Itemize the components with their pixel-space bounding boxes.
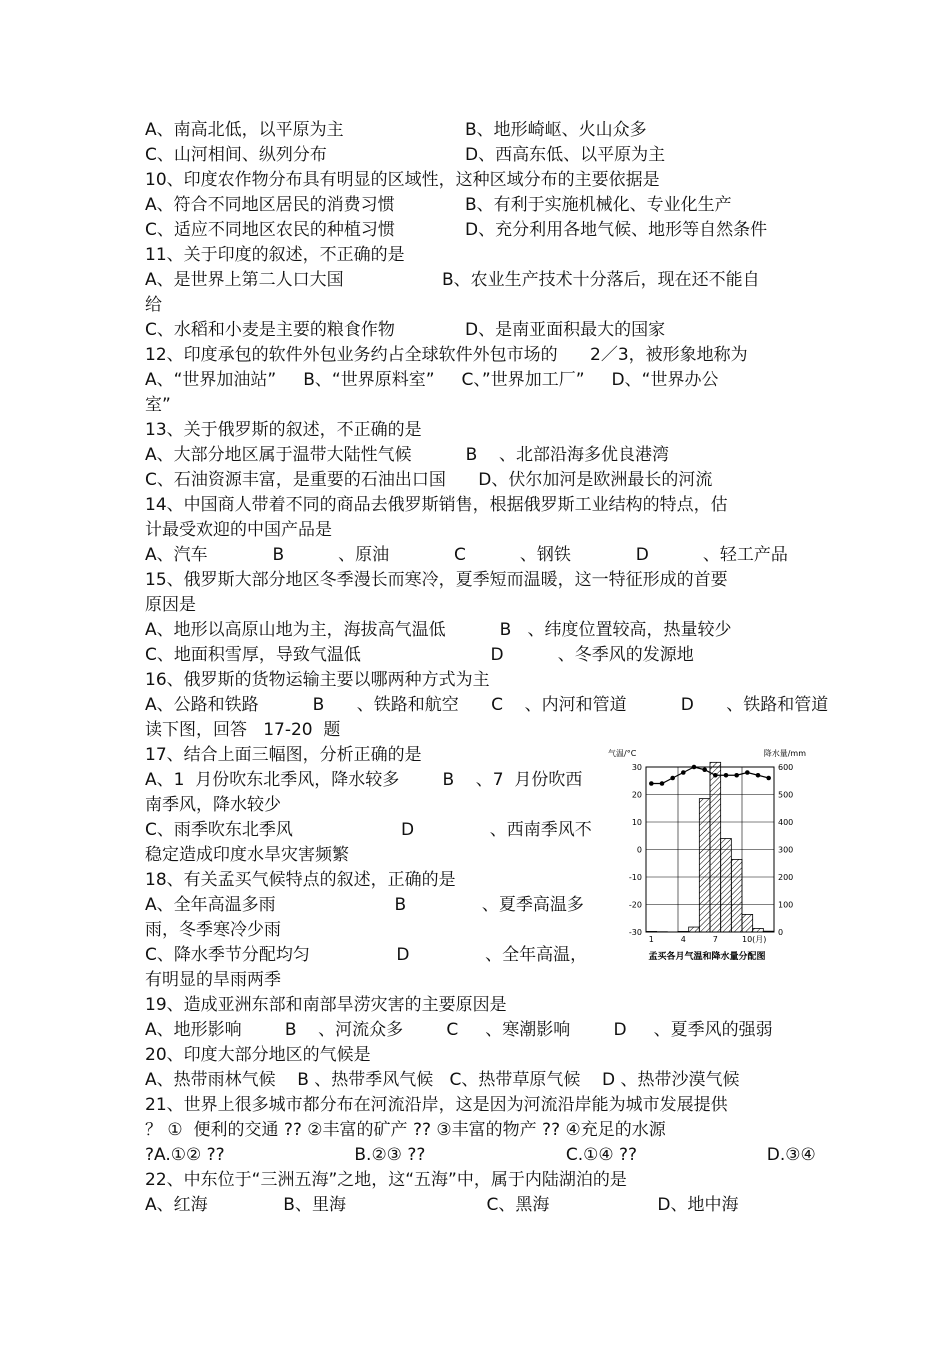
q18-line1: A、全年高温多雨 B 、夏季高温多 [145, 895, 584, 915]
x-tick-label: 1 [648, 935, 654, 944]
q10-stem: 10、印度农作物分布具有明显的区域性，这种区域分布的主要依据是 [145, 170, 660, 190]
temperature-point [649, 781, 654, 786]
q15-options-line2: C、地面积雪厚，导致气温低 D 、冬季风的发源地 [145, 645, 694, 665]
right-tick-label: 400 [778, 818, 794, 827]
q13-stem: 13、关于俄罗斯的叙述，不正确的是 [145, 420, 422, 440]
q22-stem: 22、中东位于“三洲五海”之地，这“五海”中，属于内陆湖泊的是 [145, 1170, 627, 1190]
temperature-point [692, 765, 697, 770]
left-tick-label: -20 [628, 900, 642, 910]
q10-option-d: D、充分利用各地气候、地形等自然条件 [465, 220, 768, 240]
chart-title: 孟买各月气温和降水量分配图 [648, 952, 766, 962]
q13-options-line2: C、石油资源丰富，是重要的石油出口国 D、伏尔加河是欧洲最长的河流 [145, 470, 713, 490]
q18-line4: 有明显的旱雨两季 [145, 970, 281, 990]
x-tick-label: 7 [712, 935, 718, 944]
precipitation-bar [731, 859, 742, 932]
temperature-point [702, 767, 707, 772]
q9-option-c: C、山河相间、纵列分布 [145, 145, 327, 165]
q21-options: ?A.①② ?? B.②③ ?? C.①④ ?? D.③④ [145, 1145, 816, 1165]
y-right-label: 降水量/mm [763, 749, 806, 758]
q16-options: A、公路和铁路 B 、铁路和航空 C 、内河和管道 D 、铁路和管道 [145, 695, 829, 715]
q11-option-b-cont: 给 [145, 295, 162, 315]
q9-option-a: A、南高北低，以平原为主 [145, 120, 344, 140]
q14-stem-cont: 计最受欢迎的中国产品是 [145, 520, 332, 540]
left-tick-label: 30 [631, 763, 642, 772]
right-tick-label: 100 [778, 900, 794, 910]
q20-stem: 20、印度大部分地区的气候是 [145, 1045, 371, 1065]
y-left-label: 气温/°C [608, 749, 637, 758]
q11-option-a: A、是世界上第二人口大国 [145, 270, 344, 290]
q20-options: A、热带雨林气候 B 、热带季风气候 C、热带草原气候 D 、热带沙漠气候 [145, 1070, 740, 1090]
precipitation-bar [678, 931, 689, 932]
q18-line2: 雨，冬季寒冷少雨 [145, 920, 281, 940]
precipitation-bar [753, 928, 764, 932]
q16-stem: 16、俄罗斯的货物运输主要以哪两种方式为主 [145, 670, 490, 690]
q19-options: A、地形影响 B 、河流众多 C 、寒潮影响 D 、夏季风的强弱 [145, 1020, 773, 1040]
temperature-point [670, 776, 675, 781]
q17-line2: 南季风，降水较少 [145, 795, 281, 815]
q19-stem: 19、造成亚洲东部和南部旱涝灾害的主要原因是 [145, 995, 507, 1015]
q9-option-b: B、地形崎岖、火山众多 [465, 120, 647, 140]
temperature-point [681, 770, 686, 775]
q9-option-d: D、西高东低、以平原为主 [465, 145, 666, 165]
q15-stem-cont: 原因是 [145, 595, 196, 615]
left-tick-label: 0 [636, 845, 642, 855]
q18-stem: 18、有关孟买气候特点的叙述，正确的是 [145, 870, 456, 890]
temperature-point [734, 773, 739, 778]
precipitation-bar [721, 839, 732, 933]
temperature-point [756, 773, 761, 778]
temperature-point [713, 773, 718, 778]
left-tick-label: 20 [631, 790, 642, 800]
temperature-point [766, 776, 771, 781]
read-instruction: 读下图，回答 17-20 题 [145, 720, 341, 740]
q12-stem: 12、印度承包的软件外包业务约占全球软件外包市场的 2／3，被形象地称为 [145, 345, 748, 365]
right-tick-label: 0 [778, 928, 784, 937]
right-tick-label: 200 [778, 873, 794, 882]
q13-options-line1: A、大部分地区属于温带大陆性气候 B 、北部沿海多优良港湾 [145, 445, 669, 465]
q10-option-c: C、适应不同地区农民的种植习惯 [145, 220, 395, 240]
climate-chart [604, 745, 810, 965]
precipitation-bar [742, 914, 753, 932]
q12-options: A、“世界加油站” B、“世界原料室” C、”世界加工厂” D、“世界办公 [145, 370, 719, 390]
q17-stem: 17、结合上面三幅图，分析正确的是 [145, 745, 422, 765]
q21-items: ？ ① 便利的交通 ?? ②丰富的矿产 ?? ③丰富的物产 ?? ④充足的水源 [145, 1120, 666, 1140]
left-tick-label: 10 [631, 818, 642, 827]
precipitation-bar [710, 762, 721, 932]
temperature-point [724, 773, 729, 778]
right-tick-label: 600 [778, 763, 794, 772]
q14-options: A、汽车 B 、原油 C 、钢铁 D 、轻工产品 [145, 545, 788, 565]
q11-option-b: B、农业生产技术十分落后，现在还不能自 [442, 270, 760, 290]
q17-line4: 稳定造成印度水旱灾害频繁 [145, 845, 349, 865]
q22-options: A、红海 B、里海 C、黑海 D、地中海 [145, 1195, 739, 1215]
q15-options-line1: A、地形以高原山地为主，海拔高气温低 B 、纬度位置较高，热量较少 [145, 620, 732, 640]
q18-line3: C、降水季节分配均匀 D 、全年高温， [145, 945, 588, 965]
q14-stem: 14、中国商人带着不同的商品去俄罗斯销售，根据俄罗斯工业结构的特点，估 [145, 495, 728, 515]
q11-option-d: D、是南亚面积最大的国家 [465, 320, 666, 340]
precipitation-bar [699, 799, 710, 932]
x-tick-label: 10(月) [742, 935, 767, 944]
q12-options-cont: 室” [145, 395, 171, 415]
right-tick-label: 300 [778, 845, 794, 855]
q17-line3: C、雨季吹东北季风 D 、西南季风不 [145, 820, 592, 840]
precipitation-bar [763, 931, 774, 932]
precipitation-bar [646, 931, 657, 932]
q10-option-b: B、有利于实施机械化、专业化生产 [465, 195, 732, 215]
x-tick-label: 4 [680, 935, 686, 944]
q21-stem: 21、世界上很多城市都分布在河流沿岸，这是因为河流沿岸能为城市发展提供 [145, 1095, 728, 1115]
q15-stem: 15、俄罗斯大部分地区冬季漫长而寒冷，夏季短而温暖，这一特征形成的首要 [145, 570, 728, 590]
temperature-point [745, 770, 750, 775]
left-tick-label: -10 [628, 873, 642, 882]
left-tick-label: -30 [628, 928, 642, 937]
q11-option-c: C、水稻和小麦是主要的粮食作物 [145, 320, 395, 340]
right-tick-label: 500 [778, 790, 794, 800]
q10-option-a: A、符合不同地区居民的消费习惯 [145, 195, 395, 215]
q11-stem: 11、关于印度的叙述，不正确的是 [145, 245, 405, 265]
temperature-point [660, 781, 665, 786]
q17-line1: A、1 月份吹东北季风，降水较多 B 、7 月份吹西 [145, 770, 583, 790]
precipitation-bar [689, 927, 700, 932]
